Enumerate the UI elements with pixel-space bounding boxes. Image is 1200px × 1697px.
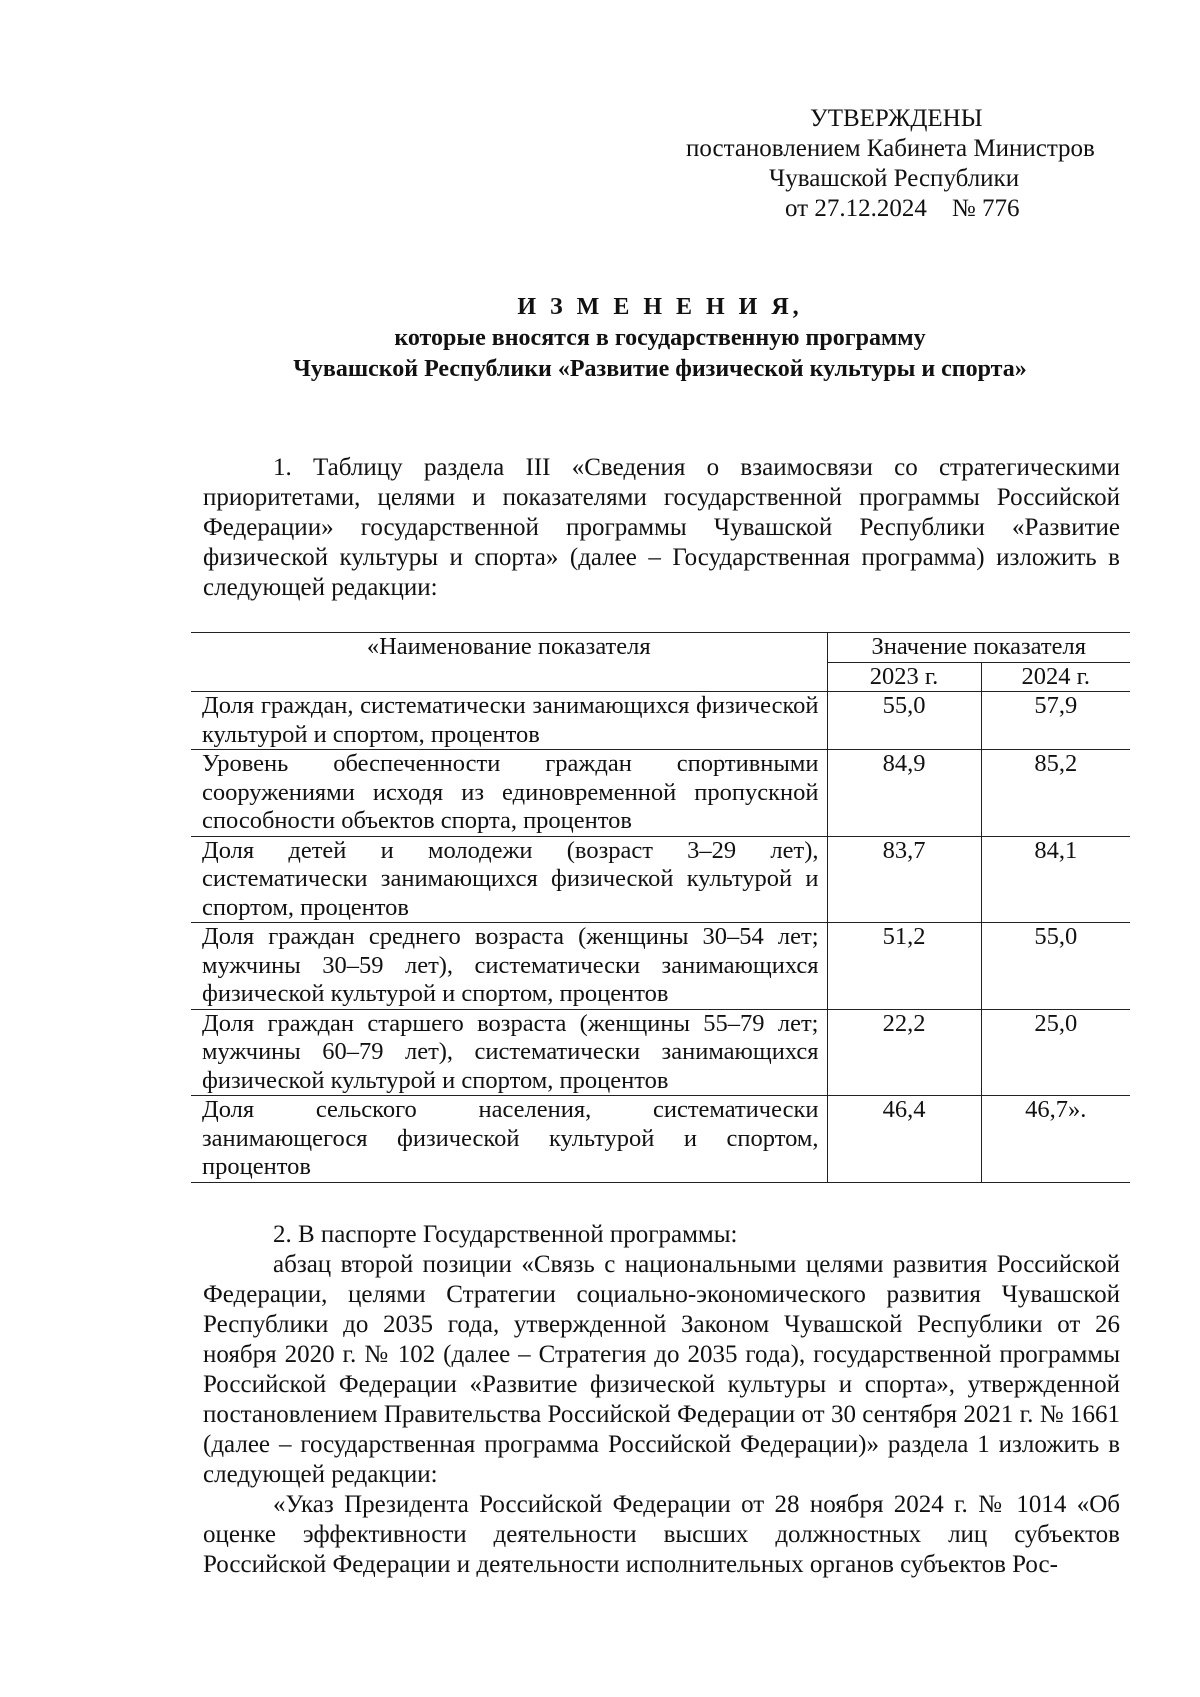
header-indicator-value: Значение показателя <box>827 633 1130 663</box>
title-program-name: Чувашской Республики «Развитие физической культуры и спорта» <box>293 356 1027 382</box>
indicator-name: Доля граждан, систематически занимающихся физической культурой и спортом, процентов <box>191 692 827 750</box>
table-row <box>191 1009 1130 1096</box>
value-2023: 22,2 <box>827 1009 981 1096</box>
indicator-name: Доля граждан среднего возраста (женщины 30–54 лет; мужчины 30–59 лет), систематически занимающихся физической культурой и спортом, процентов <box>191 923 827 1010</box>
approval-republic: Чувашской Республики <box>769 165 1020 192</box>
header-year-2024: 2024 г. <box>981 662 1130 692</box>
approval-stamp <box>660 104 1140 224</box>
value-2023: 84,9 <box>827 750 981 837</box>
value-2024: 84,1 <box>981 836 1130 923</box>
value-2023: 55,0 <box>827 692 981 750</box>
header-indicator-name: «Наименование показателя <box>191 633 827 692</box>
title-changes: И З М Е Н Е Н И Я, <box>517 294 803 320</box>
paragraph-4: «Указ Президента Российской Федерации от 28 ноября 2024 г. № 1014 «Об оценке эффективности деятельности высших должностных лиц субъектов Российской Федерации и деятельности исполнительных органов субъектов Рос- <box>203 1491 1120 1578</box>
indicator-name: Доля сельского населения, систематически занимающегося физической культурой и спортом, процентов <box>191 1096 827 1183</box>
value-2024: 25,0 <box>981 1009 1130 1096</box>
indicator-name: Доля граждан старшего возраста (женщины 55–79 лет; мужчины 60–79 лет), систематически занимающихся физической культурой и спортом, процентов <box>191 1009 827 1096</box>
paragraph-1: 1. Таблицу раздела III «Сведения о взаимосвязи со стратегическими приоритетами, целями и показателями государственной программы Российской Федерации» государственной программы Чувашской Республики «Развитие физической культуры и спорта» (далее – Государственная программа) изложить в следующей редакции: <box>203 454 1120 601</box>
table-row <box>191 836 1130 923</box>
value-2024: 85,2 <box>981 750 1130 837</box>
approval-heading: УТВЕРЖДЕНЫ <box>810 105 983 132</box>
table-row <box>191 750 1130 837</box>
value-2024: 55,0 <box>981 923 1130 1010</box>
value-2024: 57,9 <box>981 692 1130 750</box>
value-2023: 46,4 <box>827 1096 981 1183</box>
approval-date-number: от 27.12.2024 № 776 <box>785 195 1020 222</box>
table-row <box>191 692 1130 750</box>
header-year-2023: 2023 г. <box>827 662 981 692</box>
indicator-name: Уровень обеспеченности граждан спортивными сооружениями исходя из единовременной пропускной способности объектов спорта, процентов <box>191 750 827 837</box>
title-subtitle: которые вносятся в государственную программу <box>394 325 926 351</box>
table-row <box>191 1096 1130 1183</box>
document-title <box>200 292 1120 385</box>
approval-resolution: постановлением Кабинета Министров <box>686 135 1095 162</box>
value-2024: 46,7». <box>981 1096 1130 1183</box>
table-row <box>191 923 1130 1010</box>
paragraph-2: 2. В паспорте Государственной программы: <box>273 1221 738 1248</box>
paragraph-3: абзац второй позиции «Связь с национальными целями развития Российской Федерации, целями Стратегии социально-экономического развития Чувашской Республики до 2035 года, утвержденной Законом Чувашской Республики от 26 ноября 2020 г. № 102 (далее – Стратегия до 2035 года), государственной программы Российской Федерации «Развитие физической культуры и спорта», утвержденной постановлением Правительства Российской Федерации от 30 сентября 2021 г. № 1661 (далее – государственная программа Российской Федерации)» раздела 1 изложить в следующей редакции: <box>203 1251 1120 1488</box>
value-2023: 51,2 <box>827 923 981 1010</box>
indicator-name: Доля детей и молодежи (возраст 3–29 лет), систематически занимающихся физической культурой и спортом, процентов <box>191 836 827 923</box>
value-2023: 83,7 <box>827 836 981 923</box>
indicators-table <box>191 632 1130 1183</box>
